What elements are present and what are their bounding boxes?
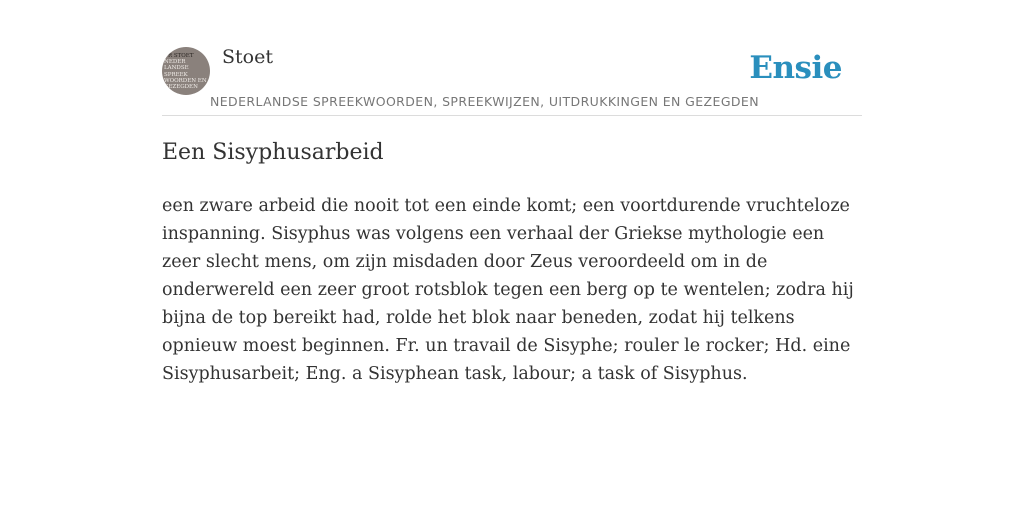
source-subtitle[interactable]: NEDERLANDSE SPREEKWOORDEN, SPREEKWIJZEN, UITDRUKKINGEN EN GEZEGDEN <box>210 94 759 109</box>
brand-logo[interactable]: Ensie <box>749 50 842 86</box>
author-name[interactable]: Stoet <box>222 46 273 68</box>
entry-card <box>162 0 862 384</box>
avatar-text: LANDSE <box>164 65 189 72</box>
avatar-text: SPREEK <box>164 71 188 78</box>
avatar-text: VR STOET <box>164 53 194 59</box>
entry-body: een zware arbeid die nooit tot een einde komt; een voortdurende vruchteloze inspanning. Sisyphus was volgens een verhaal der Griekse mythologie een zeer slecht mens, om zijn misdaden door Zeus veroordeeld om in de onderwereld een zeer groot rotsblok tegen een berg op te wentelen; zodra hij bijna de top bereikt had, rolde het blok naar beneden, zodat hij telkens opnieuw moest beginnen. Fr. un travail de Sisyphe; rouler le rocker; Hd. eine Sisyphusarbeit; Eng. a Sisyphean task, labour; a task of Sisyphus. <box>162 196 854 384</box>
avatar[interactable] <box>162 47 210 95</box>
entry-title: Een Sisyphusarbeid <box>162 140 384 165</box>
avatar-text: NEDER <box>164 59 186 66</box>
avatar-text: WOORDEN EN <box>164 77 207 84</box>
header <box>162 0 862 116</box>
avatar-text: GEZEGDEN <box>164 84 198 91</box>
